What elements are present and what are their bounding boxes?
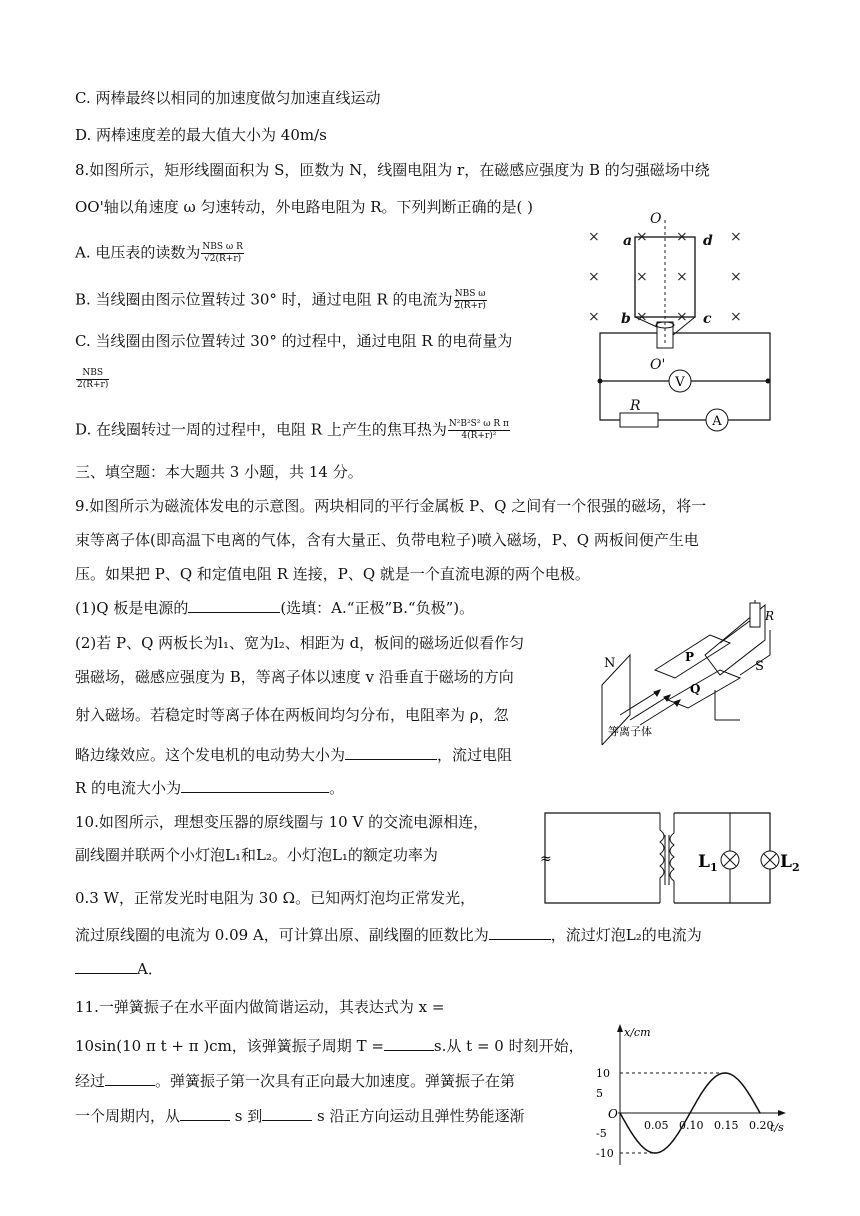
q10-stem-line1: 10.如图所示，理想变压器的原线圈与 10 V 的交流电源相连，	[75, 813, 489, 831]
svg-text:×: ×	[636, 309, 648, 325]
answer-blank[interactable]	[384, 1036, 434, 1051]
data-point	[759, 1112, 761, 1114]
answer-blank[interactable]	[105, 1071, 155, 1086]
secondary-coil	[670, 825, 674, 903]
svg-text:b: b	[621, 311, 631, 327]
svg-text:×: ×	[730, 309, 742, 325]
q8-option-a-text: A. 电压表的读数为	[75, 243, 201, 262]
svg-text:×: ×	[636, 229, 648, 245]
svg-text:P: P	[685, 650, 695, 664]
q10-transformer-figure	[540, 805, 810, 910]
svg-text:×: ×	[676, 269, 688, 285]
svg-text:R: R	[630, 398, 641, 414]
q11-stem-line2: 10sin(10 π t + π )cm，该弹簧振子周期 T = s.从 t = 0 时刻开始，	[75, 1037, 584, 1055]
svg-text:×: ×	[588, 309, 600, 325]
q8-option-c-fraction: $\frac{\text{NBS}}{2(R+r)}$	[77, 368, 109, 390]
svg-text:N: N	[604, 656, 616, 671]
q9-part2-line2: 强磁场，磁感应强度为 B，等离子体以速度 v 沿垂直于磁场的方向	[75, 668, 514, 686]
answer-blank[interactable]	[181, 778, 329, 793]
svg-text:×: ×	[730, 229, 742, 245]
q9-part2-line5: R 的电流大小为 。	[75, 779, 345, 797]
svg-text:S: S	[755, 659, 764, 674]
y-tick-label: -10	[596, 1147, 614, 1160]
x-tick-label: 0.10	[679, 1119, 704, 1132]
option-c-q7: C. 两棒最终以相同的加速度做匀加速直线运动	[75, 89, 381, 107]
q8-option-b	[75, 289, 488, 312]
svg-text:×: ×	[588, 229, 600, 245]
svg-text:O': O'	[650, 357, 666, 373]
svg-text:×: ×	[636, 269, 648, 285]
primary-circuit	[545, 813, 660, 903]
svg-text:a: a	[623, 233, 633, 249]
svg-text:A: A	[712, 414, 722, 429]
x-axis-label: t/s	[770, 1121, 784, 1134]
q9-part2-line3: 射入磁场。若稳定时等离子体在两板间均匀分布，电阻率为 ρ，忽	[75, 706, 509, 724]
answer-blank[interactable]	[262, 1106, 312, 1121]
svg-text:×: ×	[676, 229, 688, 245]
svg-text:×: ×	[588, 269, 600, 285]
answer-blank[interactable]	[188, 598, 280, 613]
q9-stem-line1: 9.如图所示为磁流体发电的示意图。两块相同的平行金属板 P、Q 之间有一个很强的磁场，将一	[75, 497, 707, 515]
svg-text:等离子体: 等离子体	[608, 725, 652, 738]
q9-stem-line3: 压。如果把 P、Q 和定值电阻 R 连接，P、Q 就是一个直流电源的两个电极。	[75, 565, 590, 583]
svg-text:d: d	[703, 233, 713, 249]
q8-option-a-fraction: $\frac{\text{NBS ω R}}{√2(R+r)}$	[202, 242, 243, 264]
q8-coil-figure	[580, 205, 780, 440]
data-point	[637, 1140, 639, 1142]
y-tick-label: 10	[596, 1067, 610, 1080]
q9-stem-line2: 束等离子体(即高温下电离的气体，含有大量正、负带电粒子)喷入磁场，P、Q 两板间便产生电	[75, 531, 699, 549]
ac-source-icon: ≈	[540, 851, 552, 867]
x-tick-label: 0.20	[749, 1119, 774, 1132]
q9-mhd-generator-figure	[590, 595, 790, 745]
svg-text:c: c	[703, 311, 712, 327]
y-tick-label: 5	[596, 1087, 603, 1100]
q8-option-c: C. 当线圈由图示位置转过 30° 的过程中，通过电阻 R 的电荷量为	[75, 332, 513, 350]
origin-label: O	[608, 1107, 618, 1121]
svg-text:L1: $L_1$	[698, 852, 718, 874]
q11-stem-line1: 11.一弹簧振子在水平面内做简谐运动，其表达式为 x =	[75, 998, 445, 1016]
q10-stem-line5: A．	[75, 959, 163, 979]
q9-part2-line1: (2)若 P、Q 两板长为l₁、宽为l₂、相距为 d，板间的磁场近似看作匀	[75, 634, 525, 652]
q8-option-d	[75, 419, 511, 442]
data-point	[724, 1072, 726, 1074]
q9-part2-line4: 略边缘效应。这个发电机的电动势大小为 ，流过电阻	[75, 746, 513, 764]
svg-text:L2: $L_2$	[780, 852, 800, 874]
resistor-r	[620, 413, 658, 427]
svg-text:×: ×	[730, 269, 742, 285]
answer-blank[interactable]	[75, 959, 137, 974]
q8-option-c-fraction-line	[75, 368, 110, 391]
data-point	[654, 1152, 656, 1154]
q8-option-b-text: B. 当线圈由图示位置转过 30° 时，通过电阻 R 的电流为	[75, 290, 453, 309]
q8-stem-line1: 8.如图所示，矩形线圈面积为 S，匝数为 N，线圈电阻为 r，在磁感应强度为 B 的匀强磁场中绕	[75, 161, 710, 179]
svg-text:V: V	[675, 375, 685, 390]
svg-text:Q: Q	[690, 682, 701, 696]
q10-stem-line2: 副线圈并联两个小灯泡L₁和L₂。小灯泡L₁的额定功率为	[75, 846, 438, 864]
q8-option-b-fraction: $\frac{\text{NBS ω}}{2(R+r)}$	[454, 289, 486, 311]
y-axis-label: x/cm	[624, 1026, 651, 1039]
data-point	[619, 1112, 621, 1114]
section-3-heading: 三、填空题：本大题共 3 小题，共 14 分。	[75, 463, 363, 481]
svg-text:O: O	[650, 211, 662, 227]
x-tick-label: 0.15	[714, 1119, 739, 1132]
x-tick-label: 0.05	[644, 1119, 669, 1132]
q9-part1: (1)Q 板是电源的 (选填：A.“正极”B.“负极”)。	[75, 599, 475, 617]
q8-option-d-text: D. 在线圈转过一周的过程中，电阻 R 上产生的焦耳热为	[75, 420, 447, 439]
data-point	[742, 1084, 744, 1086]
resistor-r	[750, 603, 760, 627]
svg-text:R: R	[765, 609, 775, 623]
q11-stem-line3: 经过 。弹簧振子第一次具有正向最大加速度。弹簧振子在第	[75, 1072, 516, 1090]
plasma-arrows	[620, 690, 680, 725]
data-point	[689, 1112, 691, 1114]
q11-stem-line4: 一个周期内，从 s 到 s 沿正方向运动且弹性势能逐渐	[75, 1107, 525, 1125]
answer-blank[interactable]	[180, 1106, 230, 1121]
option-d-q7: D. 两棒速度差的最大值大小为 40m/s	[75, 126, 327, 144]
q8-stem-line2: OO'轴以角速度 ω 匀速转动，外电路电阻为 R。下列判断正确的是( )	[75, 198, 534, 216]
x-ticks	[644, 1119, 774, 1132]
q8-option-a	[75, 242, 245, 265]
q10-stem-line3: 0.3 W，正常发光时电阻为 30 Ω。已知两灯泡均正常发光，	[75, 889, 476, 907]
y-tick-label: -5	[596, 1127, 607, 1140]
q10-stem-line4: 流过原线圈的电流为 0.09 A，可计算出原、副线圈的匝数比为 ，流过灯泡L₂的电流为	[75, 926, 702, 944]
data-point	[672, 1140, 674, 1142]
primary-coil	[660, 813, 664, 903]
data-point	[707, 1084, 709, 1086]
q8-option-d-fraction: $\frac{\text{N²B²S² ω R π}}{\text{4(R+r)²}}$	[448, 419, 509, 441]
answer-blank[interactable]	[489, 925, 551, 940]
q11-xt-chart	[590, 1020, 790, 1170]
answer-blank[interactable]	[345, 745, 437, 760]
svg-text:×: ×	[676, 309, 688, 325]
